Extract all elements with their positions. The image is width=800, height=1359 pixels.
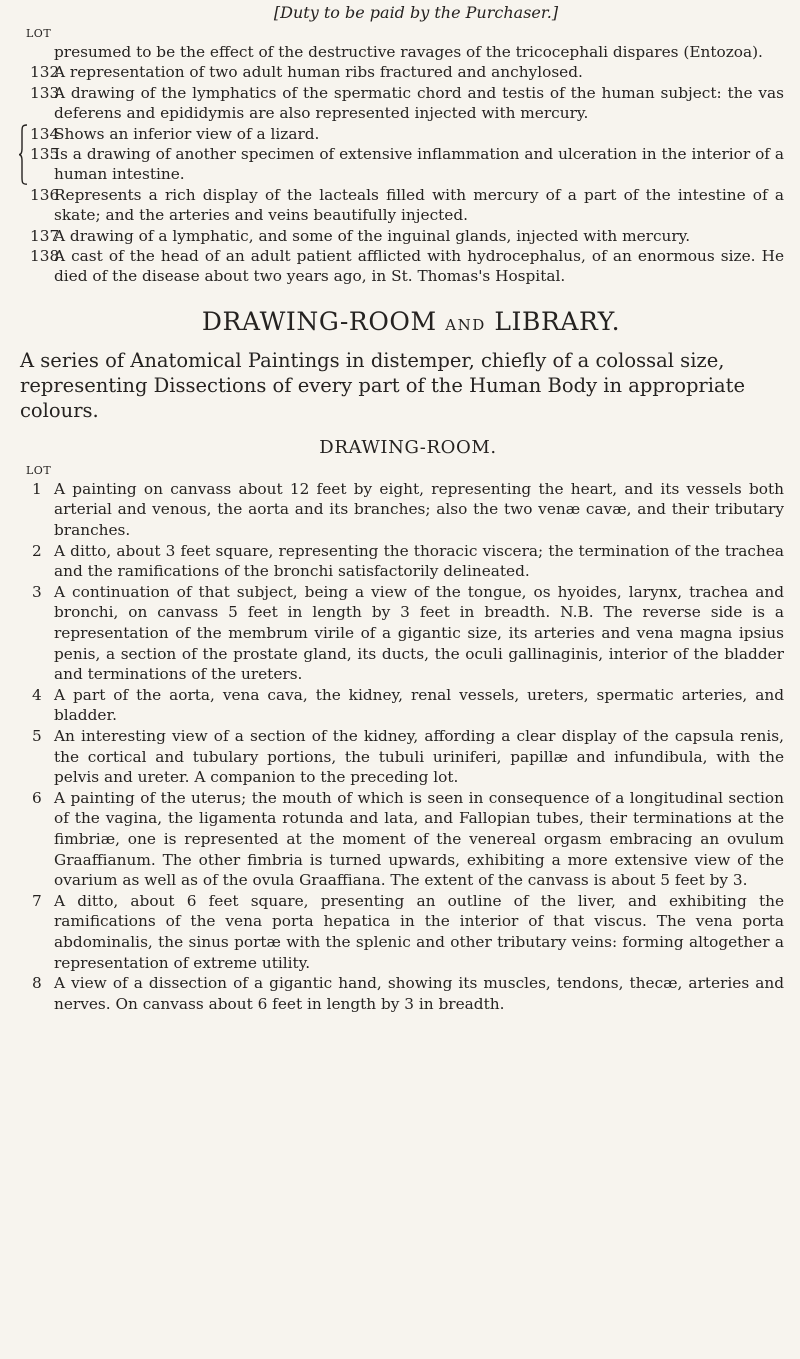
list-item <box>18 726 784 788</box>
list-item <box>18 891 784 973</box>
lot-description: A part of the aorta, vena cava, the kidney, renal vessels, ureters, spermatic arteries, and bladder. <box>54 685 784 725</box>
curly-brace-icon <box>18 124 28 185</box>
list-item <box>18 582 784 685</box>
lot-description: A drawing of the lymphatics of the spermatic chord and testis of the human subject: the vas deferens and epididymis are also represented injected with mercury. <box>54 83 784 123</box>
lot-number: 5 <box>32 727 42 745</box>
section-heading-part1: DRAWING-ROOM <box>201 306 437 336</box>
lot-list-room <box>18 479 784 1014</box>
section-intro: A series of Anatomical Paintings in distemper, chiefly of a colossal size, representing Dissections of every part of the Human Body in appropriate colours. <box>20 348 745 422</box>
lot-description: A cast of the head of an adult patient afflicted with hydrocephalus, of an enormous size. He died of the disease about two years ago, in St. Thomas's Hospital. <box>54 247 784 286</box>
list-item <box>18 973 784 1014</box>
lot-number: 137 <box>30 226 60 245</box>
running-head: [Duty to be paid by the Purchaser.] <box>273 3 559 22</box>
list-item <box>18 62 784 82</box>
list-item <box>18 541 784 582</box>
list-item <box>18 226 784 246</box>
lot-number: 7 <box>32 891 42 910</box>
lot-description: A continuation of that subject, being a view of the tongue, os hyoides, larynx, trachea and bronchi, on canvass 5 feet in length by 3 feet in breadth. N.B. The reverse side is a representation of the membrum virile of a gigantic size, its arteries and vena magna ipsius penis, a section of the prostate gland, its ducts, the oculi gallinaginis, interior of the bladder and terminations of the ureters. <box>54 582 784 684</box>
lot-description: A ditto, about 3 feet square, representing the thoracic viscera; the termination of the trachea and the ramifications of the bronchi satisfactorily delineated. <box>54 541 784 581</box>
list-item <box>18 83 784 124</box>
lot-label: LOT <box>26 463 52 477</box>
list-item <box>18 479 784 541</box>
list-item <box>18 788 784 891</box>
lot-description: An interesting view of a section of the kidney, affording a clear display of the capsula renis, the cortical and tubulary portions, the tubuli uriniferi, papillæ and infundibula, with the pelvis and ureter. A companion to the preceding lot. <box>54 727 784 787</box>
lot-description: Represents a rich display of the lacteals filled with mercury of a part of the intestine of a skate; and the arteries and veins beautifully injected. <box>54 185 784 225</box>
lot-number: 8 <box>32 974 42 993</box>
bracketed-lots <box>18 124 784 185</box>
lot-number: 3 <box>32 582 42 601</box>
lot-description: Shows an inferior view of a lizard. <box>54 124 320 143</box>
section-heading-part2: LIBRARY. <box>494 306 621 336</box>
lot-description: A painting on canvass about 12 feet by eight, representing the heart, and its vessels both arterial and venous, the aorta and its branches; also the two venæ cavæ, and their tributary branches. <box>54 479 784 540</box>
list-item <box>18 685 784 726</box>
section-heading-and: AND <box>445 315 486 334</box>
list-item <box>18 246 784 287</box>
lot-number: 1 <box>32 479 42 498</box>
lot-description: A drawing of a lymphatic, and some of the inguinal glands, injected with mercury. <box>54 226 691 245</box>
lot-number: 136 <box>30 185 60 204</box>
lot-description: Is a drawing of another specimen of extensive inflammation and ulceration in the interior of a human intestine. <box>54 145 784 184</box>
lot-description: A ditto, about 6 feet square, presenting an outline of the liver, and exhibiting the ramifications of the vena porta hepatica in the interior of that viscus. The vena porta abdominalis, the sinus portæ with the splenic and other tributary veins: forming altogether a representation of extreme utility. <box>54 891 784 972</box>
lot-list-top <box>18 42 784 287</box>
section-heading <box>18 305 784 342</box>
lot-description: A representation of two adult human ribs fractured and anchylosed. <box>54 63 583 82</box>
lot-number: 4 <box>32 685 42 704</box>
lot-description: A painting of the uterus; the mouth of which is seen in consequence of a longitudinal section of the vagina, the ligamenta rotunda and lata, and Fallopian tubes, their terminations at the fimbriæ, one is represented at the moment of the venereal orgasm embracing an ovulum Graaffianum. The other fimbria is turned upwards, exhibiting a more extensive view of the ovarium as well as of the ovula Graaffiana. The extent of the canvass is about 5 feet by 3. <box>54 788 784 890</box>
list-item <box>18 144 784 185</box>
lot-number: 133 <box>30 83 60 102</box>
lot-number: 138 <box>30 247 60 266</box>
list-item <box>18 42 784 62</box>
lot-number: 135 <box>30 145 60 164</box>
lot-description: A view of a dissection of a gigantic hand, showing its muscles, tendons, thecæ, arteries and nerves. On canvass about 6 feet in length by 3 in breadth. <box>54 974 784 1013</box>
lot-number: 2 <box>32 541 42 560</box>
lot-label: LOT <box>26 27 52 40</box>
list-item <box>18 124 784 144</box>
sub-heading: DRAWING-ROOM. <box>319 436 497 458</box>
lot-number: 132 <box>30 63 60 82</box>
lot-number: 134 <box>30 124 60 143</box>
lot-number <box>18 42 54 62</box>
lot-description: presumed to be the effect of the destructive ravages of the tricocephali dispares (Entozoa). <box>54 43 763 61</box>
lot-number: 6 <box>32 788 42 807</box>
list-item <box>18 185 784 226</box>
